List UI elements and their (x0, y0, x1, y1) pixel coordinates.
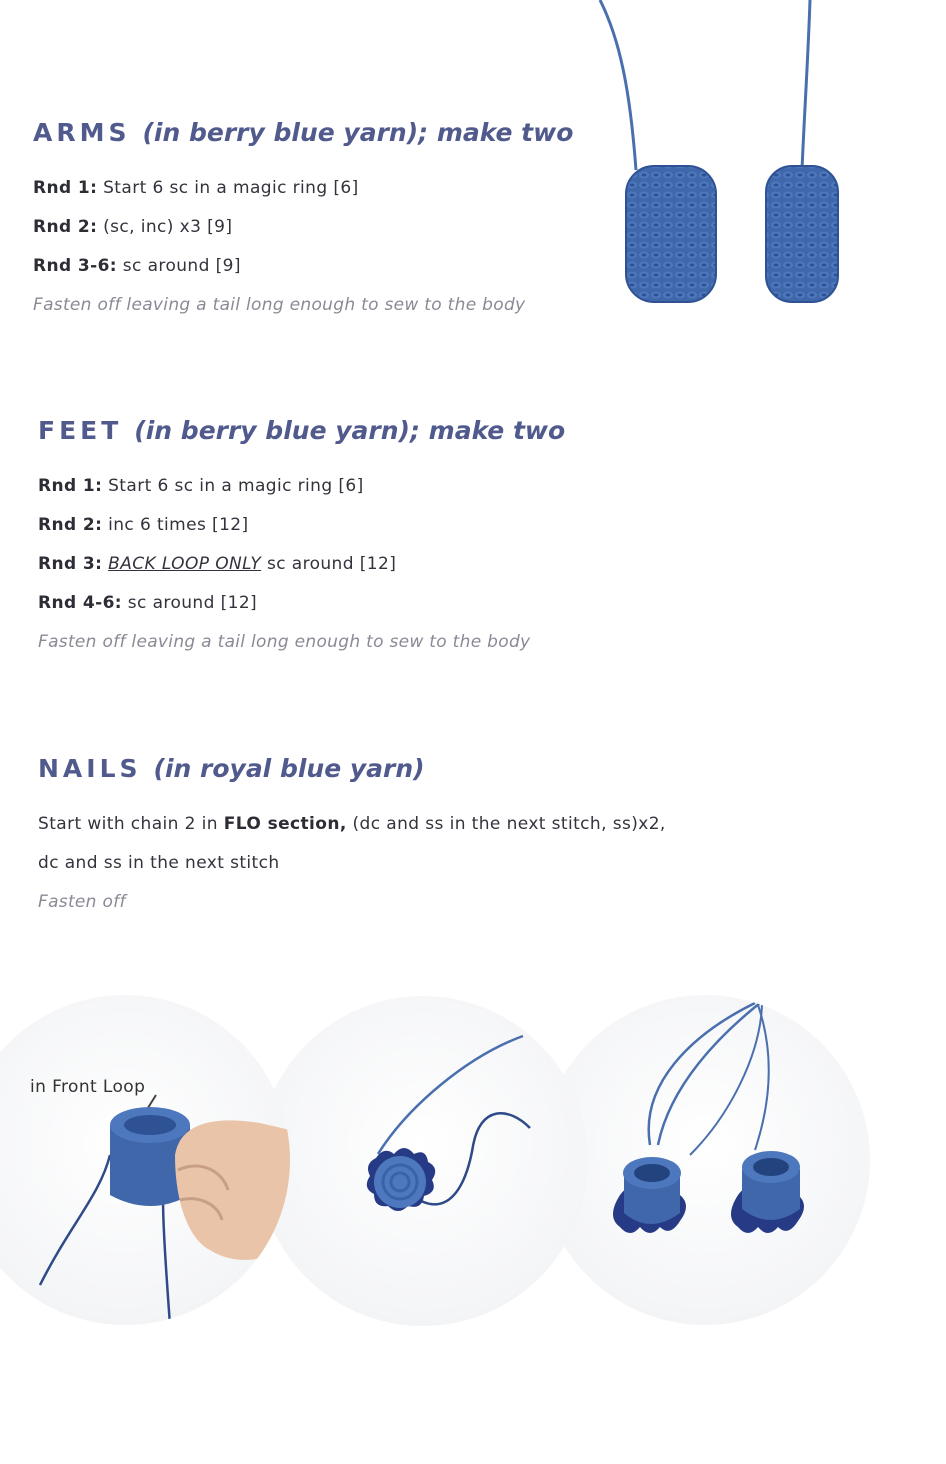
arms-title: ARMS (33, 118, 131, 147)
arms-heading (33, 118, 593, 147)
arms-subtitle: (in berry blue yarn); make two (142, 118, 574, 147)
step-label: Rnd 1: (33, 178, 98, 198)
photo-nail-top-view (258, 996, 588, 1326)
nails-title: NAILS (38, 754, 142, 783)
nails-instruction-line-2: dc and ss in the next stitch (38, 853, 280, 873)
nails-section (38, 754, 798, 924)
step-text: Start 6 sc in a magic ring [6] (97, 178, 359, 198)
nails-text-post: (dc and ss in the next stitch, ss)x2, (346, 814, 666, 834)
feet-step-4 (38, 593, 257, 613)
nails-heading (38, 754, 798, 783)
nails-note: Fasten off (38, 892, 126, 912)
step-text: sc around [12] (261, 554, 397, 574)
feet-step-1 (38, 476, 364, 496)
back-loop-only-emphasis: BACK LOOP ONLY (108, 554, 262, 574)
feet-section (38, 416, 638, 666)
nails-instruction-line-1 (38, 814, 666, 834)
step-text: sc around [9] (117, 256, 241, 276)
hand-holding-foot-image (0, 995, 290, 1325)
step-text: (sc, inc) x3 [9] (97, 217, 233, 237)
step-text: sc around [12] (122, 593, 258, 613)
step-label: Rnd 3-6: (33, 256, 117, 276)
nails-subtitle: (in royal blue yarn) (153, 754, 425, 783)
finished-feet-with-nails-image (540, 995, 870, 1325)
step-label: Rnd 2: (33, 217, 98, 237)
feet-heading (38, 416, 638, 445)
feet-subtitle: (in berry blue yarn); make two (134, 416, 566, 445)
step-label: Rnd 2: (38, 515, 103, 535)
arms-step-1 (33, 178, 359, 198)
arms-photo (590, 0, 880, 330)
feet-title: FEET (38, 416, 123, 445)
photo-nails-finished (540, 995, 870, 1325)
step-label: Rnd 1: (38, 476, 103, 496)
feet-note: Fasten off leaving a tail long enough to sew to the body (38, 632, 531, 652)
arms-step-3 (33, 256, 241, 276)
flo-section-bold: FLO section, (223, 814, 347, 834)
step-label: Rnd 4-6: (38, 593, 122, 613)
feet-step-2 (38, 515, 249, 535)
arms-section (33, 118, 593, 328)
foot-with-nail-top-view-image (258, 996, 588, 1326)
front-loop-caption: in Front Loop (30, 1077, 146, 1097)
step-text: inc 6 times [12] (102, 515, 249, 535)
nails-text-pre: Start with chain 2 in (38, 814, 224, 834)
step-text: Start 6 sc in a magic ring [6] (102, 476, 364, 496)
arms-note: Fasten off leaving a tail long enough to sew to the body (33, 295, 526, 315)
feet-step-3 (38, 554, 396, 574)
crocheted-arms-image (590, 0, 880, 330)
step-label: Rnd 3: (38, 554, 103, 574)
photo-front-loop (0, 995, 290, 1325)
arms-step-2 (33, 217, 232, 237)
